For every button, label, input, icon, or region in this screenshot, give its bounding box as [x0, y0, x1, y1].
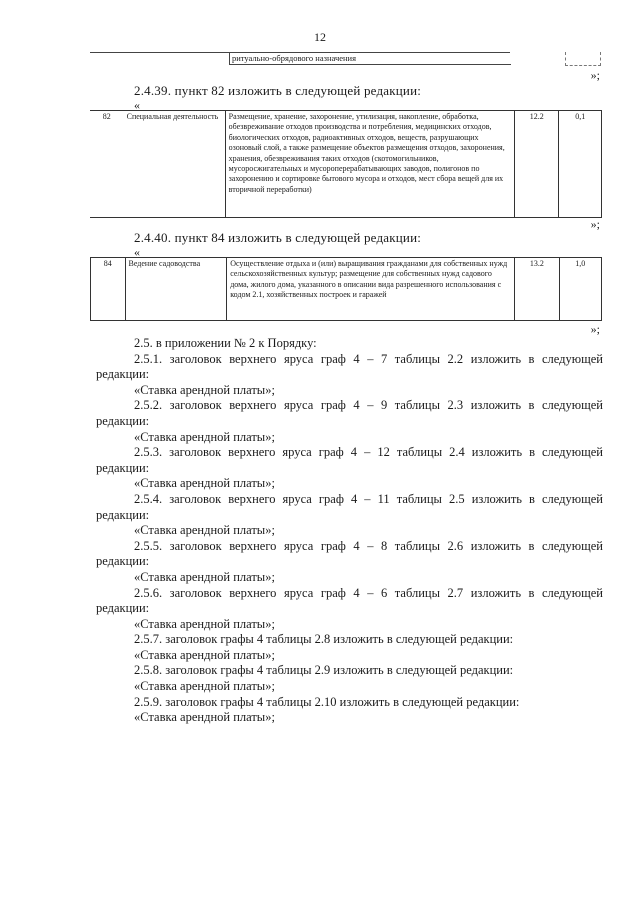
open-quote-2-4-39: « [134, 98, 140, 112]
table-row [90, 111, 602, 218]
paragraph-quote: «Ставка арендной платы»; [134, 523, 275, 538]
paragraph-quote: «Ставка арендной платы»; [134, 616, 275, 631]
end-quote-2-4-40: »; [590, 322, 600, 336]
paragraph-quote: «Ставка арендной платы»; [134, 429, 275, 444]
row-description: Размещение, хранение, захоронение, утилизация, накопление, обработка, обезвреживание отходов производства и потребления, медицинских отходов, биологических отходов, радиоактивных отходов, веществ, разрушающих озоновый слой, а также размещение объектов размещения отходов, захоронения, хранения, обезвреживания таких отходов (скотомогильников, мусоросжигательных и мусороперерабатывающих заводов, полигонов по захоронению и сортировке бытового мусора и отходов, мест сбора вещей для их вторичной переработки) [225, 111, 514, 218]
paragraph: 2.5.3. заголовок верхнего яруса граф 4 – 12 таблицы 2.4 изложить в следующей редакции: [96, 445, 603, 475]
fragment-cell-text: ритуально-обрядового назначения [232, 53, 357, 63]
page-number: 12 [314, 30, 326, 44]
paragraph: 2.5.4. заголовок верхнего яруса граф 4 – 11 таблицы 2.5 изложить в следующей редакции: [96, 491, 603, 522]
paragraph: 2.5.8. заголовок графы 4 таблицы 2.9 изложить в следующей редакции: [134, 663, 514, 678]
fragment-right-cell [565, 52, 601, 66]
table-point-84 [90, 257, 602, 321]
row-name: Специальная деятельность [124, 111, 226, 218]
paragraph-quote: «Ставка арендной платы»; [134, 382, 275, 397]
row-number: 84 [91, 258, 126, 321]
body-text [96, 336, 603, 726]
row-rate: 1,0 [559, 258, 601, 321]
row-rate: 0,1 [559, 111, 602, 218]
row-name: Ведение садоводства [125, 258, 227, 321]
fragment-end-quote: »; [590, 68, 600, 82]
row-number: 82 [90, 111, 124, 218]
table-point-82 [90, 110, 602, 218]
heading-2-4-39: 2.4.39. пункт 82 изложить в следующей редакции: [134, 83, 422, 98]
paragraph: 2.5.6. заголовок верхнего яруса граф 4 – 6 таблицы 2.7 изложить в следующей редакции: [96, 585, 603, 616]
paragraph-quote: «Ставка арендной платы»; [134, 679, 275, 694]
paragraph: 2.5.9. заголовок графы 4 таблицы 2.10 изложить в следующей редакции: [134, 694, 520, 709]
end-quote-2-4-39: »; [590, 217, 600, 231]
paragraph-quote: «Ставка арендной платы»; [134, 647, 275, 662]
heading-2-4-40: 2.4.40. пункт 84 изложить в следующей редакции: [134, 230, 422, 245]
row-description: Осуществление отдыха и (или) выращивания гражданами для собственных нужд сельскохозяйственных культур; размещение для собственных нужд садового дома, жилого дома, указанного в описании вида разрешенного использования с кодом 2.1, хозяйственных построек и гаражей [227, 258, 515, 321]
paragraph-quote: «Ставка арендной платы»; [134, 476, 275, 491]
table-row [91, 258, 602, 321]
paragraph: 2.5.2. заголовок верхнего яруса граф 4 – 9 таблицы 2.3 изложить в следующей редакции: [96, 398, 603, 428]
paragraph: 2.5. в приложении № 2 к Порядку: [134, 336, 317, 350]
paragraph-quote: «Ставка арендной платы»; [134, 710, 275, 725]
open-quote-2-4-40: « [134, 245, 140, 259]
paragraph-quote: «Ставка арендной платы»; [134, 569, 275, 584]
row-code: 13.2 [515, 258, 559, 321]
paragraph: 2.5.5. заголовок верхнего яруса граф 4 – 8 таблицы 2.6 изложить в следующей редакции: [96, 538, 603, 569]
fragment-cell-border [229, 52, 230, 64]
fragment-bottom-rule [229, 64, 511, 65]
paragraph: 2.5.1. заголовок верхнего яруса граф 4 – 7 таблицы 2.2 изложить в следующей редакции: [96, 351, 603, 382]
paragraph: 2.5.7. заголовок графы 4 таблицы 2.8 изложить в следующей редакции: [134, 632, 514, 647]
row-code: 12.2 [514, 111, 559, 218]
